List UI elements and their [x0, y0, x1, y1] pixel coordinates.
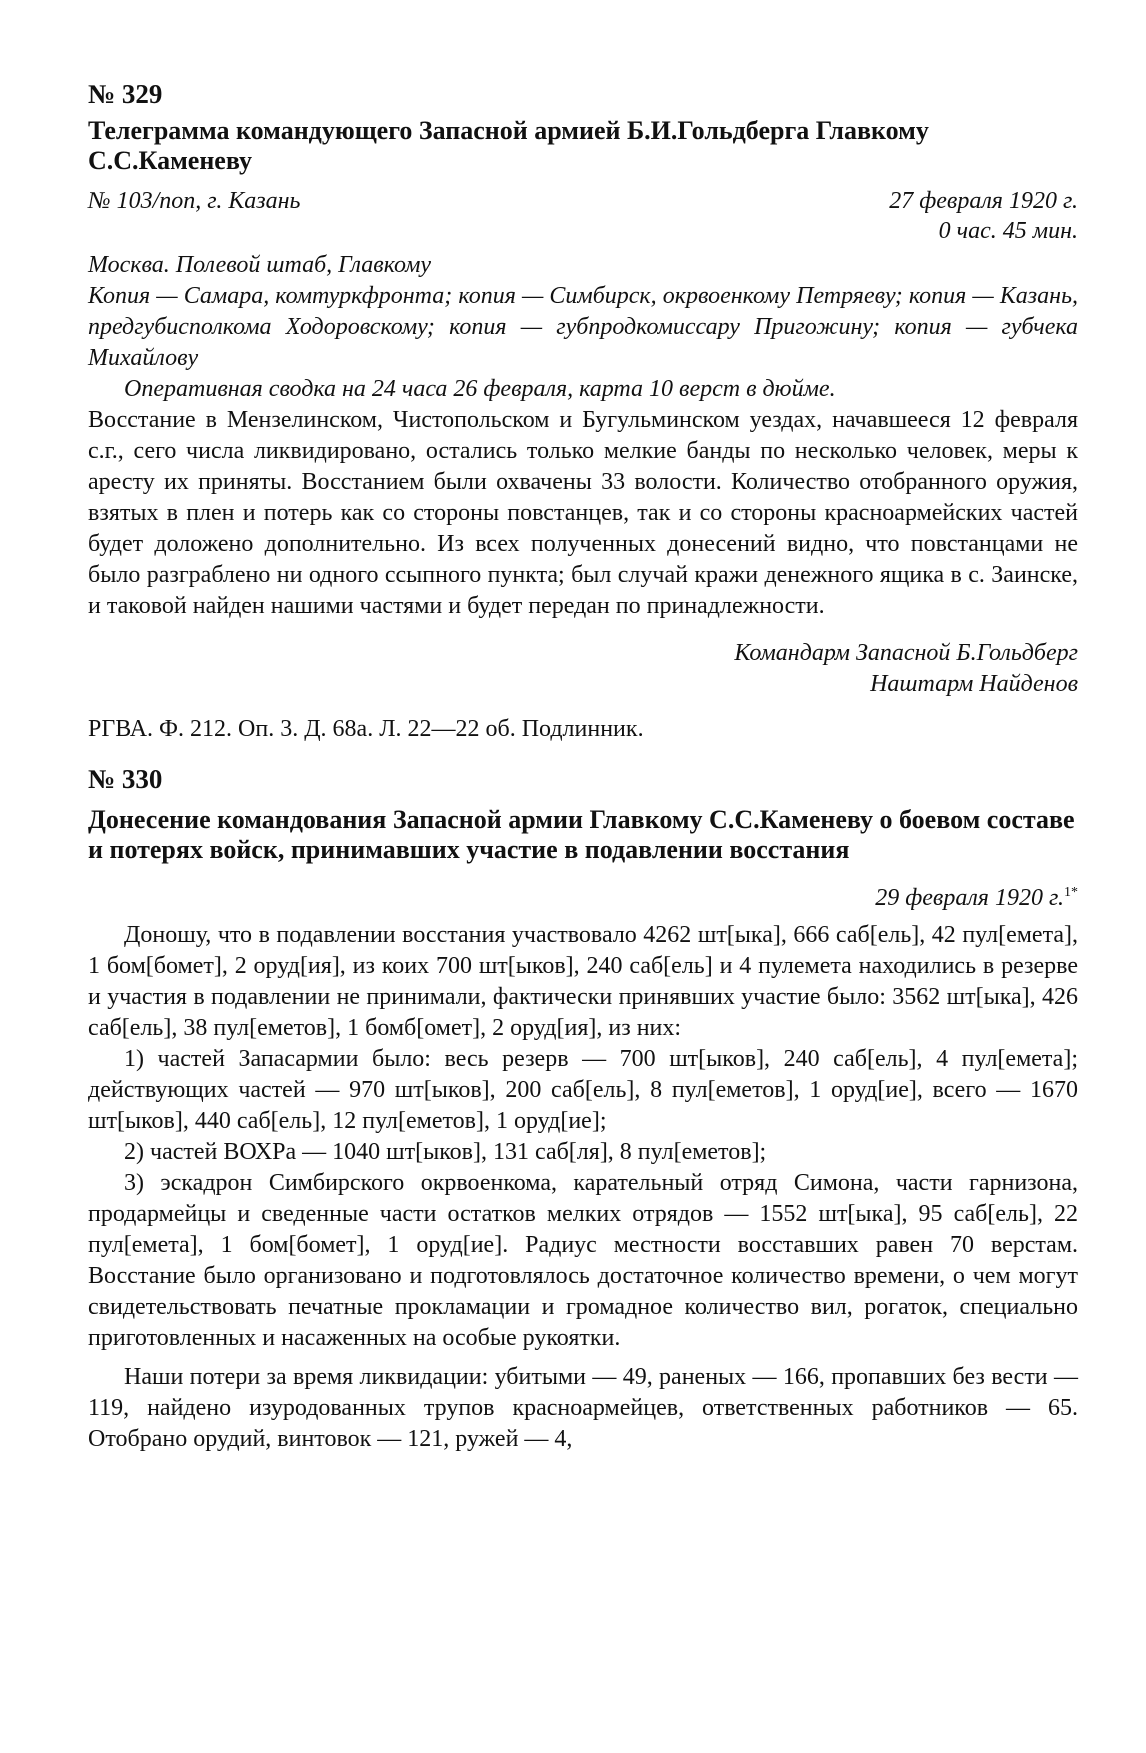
signature-commander: Командарм Запасной Б.Гольдберг: [734, 640, 1078, 666]
document-page: [88, 78, 1078, 1455]
document-number: № 329: [88, 79, 163, 109]
report-body: Восстание в Мензелинском, Чистопольском и Бугульминском уездах, начавшееся 12 февраля с.г., сего числа ликвидировано, остались только мелкие банды по несколько человек, меры к аресту их приняты. Восстанием были охвачены 33 волости. Количество отобранного оружия, взятых в плен и потерь как со стороны повстанцев, так и со стороны красноармейских частей будет доложено дополнительно. Из всех полученных донесений видно, что повстанцами не было разграблено ни одного ссыпного пункта; был случай кражи денежного ящика в с. Заинске, и таковой найден нашими частями и будет передан по принадлежности.: [88, 407, 1078, 619]
reference-date: 27 февраля 1920 г.: [889, 188, 1078, 214]
signature-block: [88, 638, 1078, 700]
list-item-1: 1) частей Запасармии было: весь резерв — 700 шт[ыков], 240 саб[ель], 4 пул[емета]; действующих частей — 970 шт[ыков], 200 саб[ель], 8 пул[еметов], 1 оруд[ие], всего — 1670 шт[ыков], 440 саб[ель], 12 пул[еметов], 1 оруд[ие];: [88, 1046, 1078, 1134]
reference-row: [88, 186, 1078, 216]
document-number: № 330: [88, 764, 163, 794]
report-title: Оперативная сводка на 24 часа 26 февраля, карта 10 верст в дюйме.: [124, 376, 836, 402]
archive-source: РГВА. Ф. 212. Оп. 3. Д. 68а. Л. 22—22 об. Подлинник.: [88, 716, 644, 742]
signature-chief-of-staff: Наштарм Найденов: [870, 671, 1078, 697]
reference-number: № 103/поп, г. Казань: [88, 188, 301, 214]
reference-time: 0 час. 45 мин.: [938, 218, 1078, 244]
document-date: [88, 877, 1078, 914]
copies-line: Копия — Самара, комтуркфронта; копия — Симбирск, окрвоенкому Петряеву; копия — Казань, предгубисполкома Ходоровскому; копия — губпродкомиссару Пригожину; копия — губчека Михайлову: [88, 283, 1078, 371]
document-330: [88, 763, 1078, 1455]
date-text: 29 февраля 1920 г.: [875, 885, 1064, 911]
list-item-2: 2) частей ВОХРа — 1040 шт[ыков], 131 саб[ля], 8 пул[еметов];: [124, 1139, 767, 1165]
document-329: [88, 78, 1078, 745]
address-line: Москва. Полевой штаб, Главкому: [88, 252, 432, 278]
footnote-mark: 1*: [1064, 885, 1078, 900]
document-title: Телеграмма командующего Запасной армией Б.И.Гольдберга Главкому С.С.Каменеву: [88, 116, 929, 175]
paragraph-intro: Доношу, что в подавлении восстания участвовало 4262 шт[ыка], 666 саб[ель], 42 пул[емета], 1 бом[бомет], 2 оруд[ия], из коих 700 шт[ыков], 240 саб[ель] и 4 пулемета находились в резерве и участия в подавлении не принимали, фактически принявших участие было: 3562 шт[ыка], 426 саб[ель], 38 пул[еметов], 1 бомб[омет], 2 оруд[ия], из них:: [88, 922, 1078, 1041]
document-title: Донесение командования Запасной армии Главкому С.С.Каменеву о боевом составе и потерях войск, принимавших участие в подавлении восстания: [88, 805, 1075, 864]
paragraph-losses: Наши потери за время ликвидации: убитыми — 49, раненых — 166, пропавших без вести — 119, найдено изуродованных трупов красноармейцев, ответственных работников — 65. Отобрано орудий, винтовок — 121, ружей — 4,: [88, 1364, 1078, 1452]
list-item-3: 3) эскадрон Симбирского окрвоенкома, карательный отряд Симона, части гарнизона, продармейцы и сведенные части остатков мелких отрядов — 1552 шт[ыка], 95 саб[ель], 22 пул[емета], 1 бом[бомет], 1 оруд[ие]. Радиус местности восставших равен 70 верстам. Восстание было организовано и подготовлялось достаточное количество времени, о чем могут свидетельствовать печатные прокламации и громадное количество вил, рогаток, специально приготовленных и насаженных на особые рукоятки.: [88, 1170, 1078, 1351]
